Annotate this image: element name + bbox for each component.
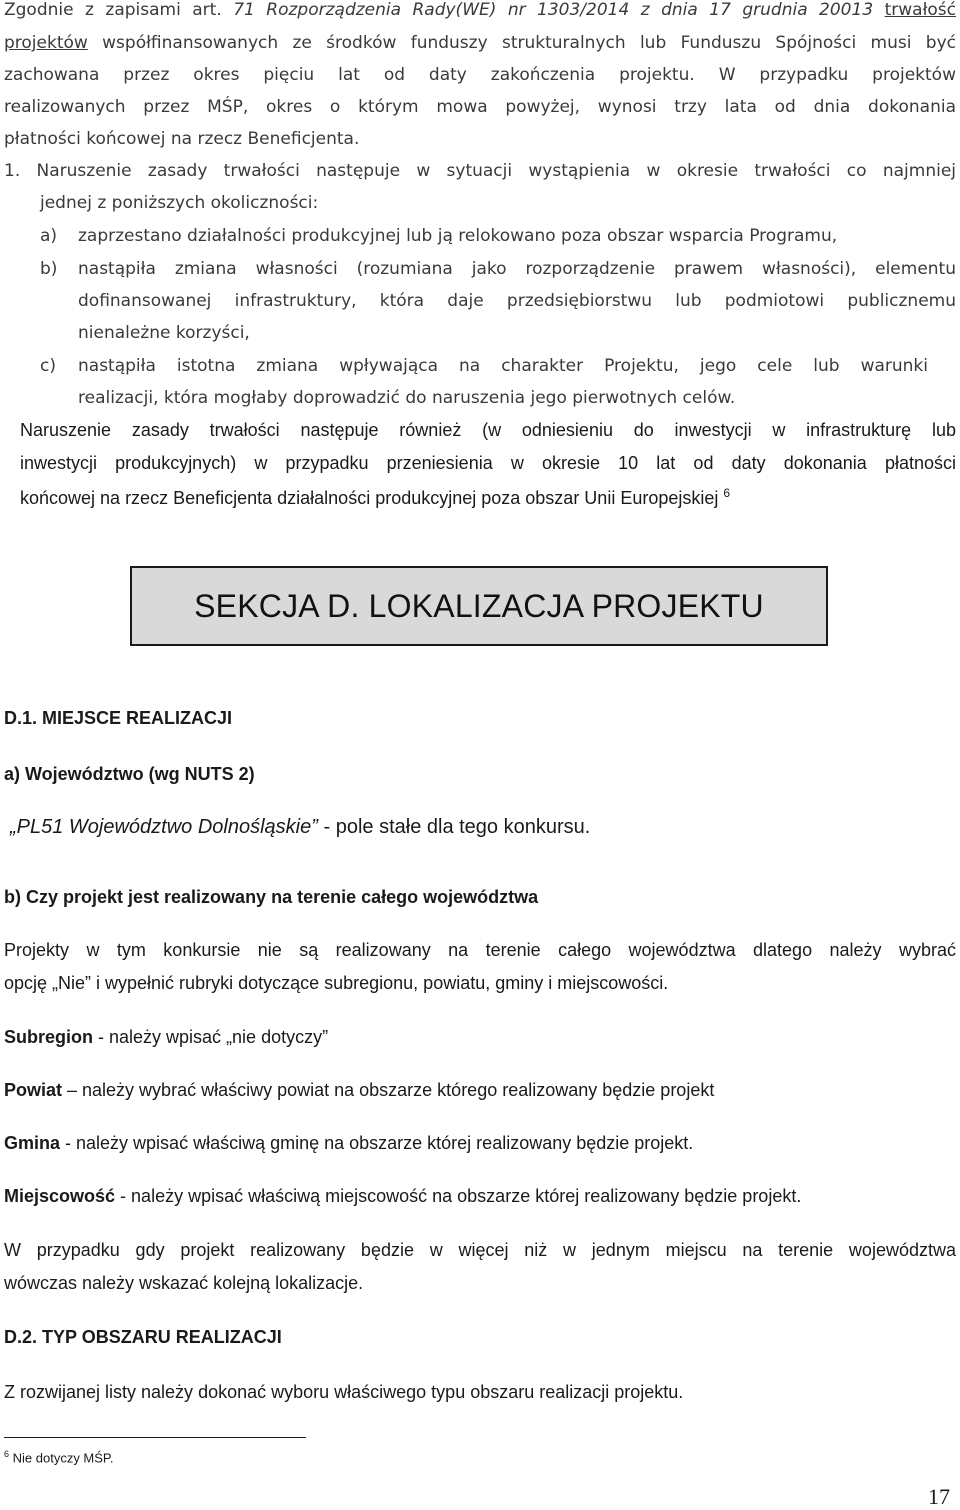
footnote: $^6$ Nie dotyczy MŚP. bbox=[4, 1449, 114, 1466]
gmina-label: Gmina bbox=[4, 1133, 61, 1153]
item1-b-line3: nienależne korzyści, bbox=[78, 323, 250, 343]
para2-line2: inwestycji produkcyjnych) w przypadku przeniesienia w okresie 10 lat od daty dokonania płatności bbox=[20, 453, 956, 473]
item1-line1: 1. Naruszenie zasady trwałości następuje w sytuacji wystąpienia w okresie trwałości co najmniej bbox=[4, 161, 956, 181]
para1-line1: Zgodnie z zapisami art. 71 Rozporządzenia Rady(WE) nr 1303/2014 z dnia 17 grudnia 20013 trwałość bbox=[4, 0, 957, 20]
item1-b-line2: dofinansowanej infrastruktury, która daje przedsiębiorstwu lub podmiotowi publicznemu bbox=[78, 291, 956, 311]
d1-a-value: „PL51 Województwo Dolnośląskie” - pole stałe dla tego konkursu. bbox=[10, 816, 591, 838]
miejscowosc-label: Miejscowość bbox=[4, 1186, 116, 1206]
para1-line5: płatności końcowej na rzecz Beneficjenta. bbox=[4, 129, 360, 149]
d1-b-text-line2: opcję „Nie” i wypełnić rubryki dotyczące subregionu, powiatu, gminy i miejscowości. bbox=[4, 973, 669, 993]
footnote-reference: 6 bbox=[723, 486, 731, 500]
d1-multi-line2: wówczas należy wskazać kolejną lokalizacje. bbox=[4, 1273, 364, 1293]
section-title: SEKCJA D. LOKALIZACJA PROJEKTU bbox=[194, 587, 764, 624]
d1-b-text-line1: Projekty w tym konkursie nie są realizowany na terenie całego województwa dlatego należy wybrać bbox=[4, 940, 956, 960]
para2-line3: końcowej na rzecz Beneficjenta działalności produkcyjnej poza obszar Unii Europejskiej $^6$ bbox=[20, 486, 731, 508]
subregion-label: Subregion bbox=[4, 1027, 93, 1047]
item1-c-line2: realizacji, która mogłaby doprowadzić do naruszenia jego pierwotnych celów. bbox=[78, 388, 736, 408]
d2-text: Z rozwijanej listy należy dokonać wyboru właściwego typu obszaru realizacji projektu. bbox=[4, 1382, 684, 1402]
d1-multi-line1: W przypadku gdy projekt realizowany będzie w więcej niż w jednym miejscu na terenie województwa bbox=[4, 1240, 956, 1260]
item1-b-marker: b) bbox=[40, 259, 58, 279]
subregion-row: Subregion - należy wpisać „nie dotyczy” bbox=[4, 1027, 329, 1047]
miejscowosc-row: Miejscowość - należy wpisać właściwą miejscowość na obszarze której realizowany będzie projekt. bbox=[4, 1186, 802, 1206]
item1-c-marker: c) bbox=[40, 356, 56, 376]
para1-line4: realizowanych przez MŚP, okres o którym mowa powyżej, wynosi trzy lata od dnia dokonania bbox=[4, 97, 956, 117]
footnote-marker: 6 bbox=[4, 1449, 10, 1459]
d1-heading: D.1. MIEJSCE REALIZACJI bbox=[4, 708, 233, 728]
d2-heading: D.2. TYP OBSZARU REALIZACJI bbox=[4, 1327, 282, 1347]
page-number: 17 bbox=[928, 1484, 950, 1509]
para2-line1: Naruszenie zasady trwałości następuje również (w odniesieniu do inwestycji w infrastrukturę lub bbox=[20, 420, 956, 440]
item1-c-line1: nastąpiła istotna zmiana wpływająca na charakter Projektu, jego cele lub warunki bbox=[78, 356, 928, 376]
item1-a-text: zaprzestano działalności produkcyjnej lub ją relokowano poza obszar wsparcia Programu, bbox=[78, 226, 838, 246]
footnote-separator bbox=[4, 1437, 306, 1438]
d1-b-heading: b) Czy projekt jest realizowany na terenie całego województwa bbox=[4, 887, 539, 907]
section-heading-box bbox=[130, 566, 828, 646]
powiat-label: Powiat bbox=[4, 1080, 63, 1100]
item1-a-marker: a) bbox=[40, 226, 58, 246]
para1-line3: zachowana przez okres pięciu lat od daty zakończenia projektu. W przypadku projektów bbox=[4, 65, 956, 85]
d1-a-heading: a) Województwo (wg NUTS 2) bbox=[4, 764, 255, 784]
powiat-row: Powiat – należy wybrać właściwy powiat na obszarze którego realizowany będzie projekt bbox=[4, 1080, 715, 1100]
item1-line2: jednej z poniższych okoliczności: bbox=[40, 193, 319, 213]
para1-line2: projektów współfinansowanych ze środków funduszy strukturalnych lub Funduszu Spójności musi być bbox=[4, 33, 956, 53]
item1-b-line1: nastąpiła zmiana własności (rozumiana jako rozporządzenie prawem własności), elementu bbox=[78, 259, 956, 279]
gmina-row: Gmina - należy wpisać właściwą gminę na obszarze której realizowany będzie projekt. bbox=[4, 1133, 694, 1153]
